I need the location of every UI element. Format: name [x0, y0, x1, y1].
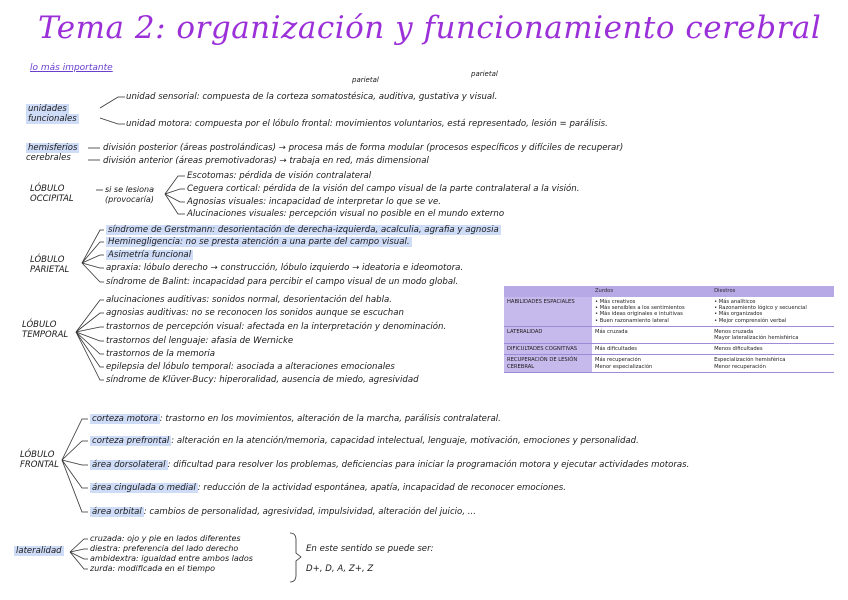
frontal-item-3-text: : dificultad para resolver los problemas, deficiencias para iniciar la programación motora y ejecutar actividades motoras.	[167, 460, 690, 470]
frontal-item-4-text: : reducción de la actividad espontánea, apatía, incapacidad de reconocer emociones.	[197, 483, 566, 493]
parietal-item-2-text: Heminegligencia: no se presta atención a una parte del campo visual.	[108, 237, 410, 247]
table-cell-line: • Más creativos	[595, 299, 636, 305]
lateralidad-item-1: cruzada: ojo y pie en lados diferentes	[90, 534, 241, 543]
table-cell-line: • Más sensibles a los sentimientos	[595, 305, 685, 312]
division-posterior: división posterior (áreas postrolándicas) → procesa más de forma modular (procesos específicos y difíciles de recuperar)	[103, 143, 624, 153]
parietal-item-3	[106, 250, 193, 260]
temporal-item-1: alucinaciones auditivas: sonidos normal, desorientación del habla.	[106, 295, 392, 305]
division-anterior: división anterior (áreas premotivadoras) → trabaja en red, más dimensional	[103, 156, 429, 166]
frontal-item-5-head: área orbital	[92, 507, 142, 517]
table-header-row	[504, 286, 834, 297]
frontal-item-1-head: corteza motora	[92, 414, 158, 424]
occipital-item-2: Ceguera cortical: pérdida de la visión del campo visual de la parte contralateral a la visión.	[187, 184, 580, 194]
frontal-label-line2: FRONTAL	[20, 460, 59, 470]
table-cell	[592, 297, 711, 326]
table-cell-line: Más recuperación	[595, 357, 641, 364]
frontal-item-5-text: : cambios de personalidad, agresividad, impulsividad, alteración del juicio, ...	[143, 507, 476, 517]
table-cell-line: Menor recuperación	[714, 363, 766, 370]
parietal-label	[30, 255, 69, 275]
table-row	[504, 297, 834, 326]
frontal-item-5	[90, 507, 476, 517]
temporal-item-2: agnosias auditivas: no se reconocen los sonidos aunque se escuchan	[106, 308, 404, 318]
temporal-label	[22, 320, 68, 340]
unidad-motora: unidad motora: compuesta por el lóbulo frontal: movimientos voluntarios, está representado, lesión = parálisis.	[126, 119, 608, 129]
table-cell	[592, 355, 711, 372]
table-row	[504, 326, 834, 343]
occipital-label	[30, 184, 74, 204]
hemisferios-label	[26, 143, 79, 163]
occipital-lesion-text: si se lesiona	[105, 185, 154, 194]
occipital-lesion-note	[105, 185, 154, 205]
table-cell	[592, 344, 711, 355]
table-cell-line: Más cruzada	[595, 328, 628, 335]
frontal-item-2-text: : alteración en la atención/memoria, capacidad intelectual, lenguaje, motivación, emociones y personalidad.	[171, 436, 639, 446]
subtitle: lo más importante	[30, 63, 113, 73]
frontal-item-3	[90, 460, 689, 470]
lateralidad-item-2: diestra: preferencia del lado derecho	[90, 544, 239, 553]
table-row	[504, 344, 834, 355]
parietal-label-line2: PARIETAL	[30, 265, 70, 275]
temporal-item-6: epilepsia del lóbulo temporal: asociada a alteraciones emocionales	[106, 362, 395, 372]
table-row-head: HABILIDADES ESPACIALES	[504, 297, 592, 326]
lateralidad-types: D+, D, A, Z+, Z	[306, 564, 374, 574]
table-cell	[592, 326, 711, 343]
temporal-item-3: trastornos de percepción visual: afectada en la interpretación y denominación.	[106, 322, 447, 332]
lateralidad-label	[14, 546, 64, 556]
lateralidad-note: En este sentido se puede ser:	[306, 544, 434, 554]
table-header-zurdos: Zurdos	[592, 286, 711, 297]
table-row-head: RECUPERACIÓN DE LESIÓN CEREBRAL	[504, 355, 592, 372]
parietal-item-2	[106, 237, 412, 247]
frontal-item-4-head: área cingulada o medial	[92, 483, 196, 493]
temporal-item-5: trastornos de la memoria	[106, 349, 216, 359]
annotation-parietal-2: parietal	[471, 70, 498, 78]
frontal-item-1-text: : trastorno en los movimientos, alteración de la marcha, parálisis contralateral.	[159, 414, 501, 424]
table-cell	[711, 355, 834, 372]
table-cell-line: Especialización hemisférica	[714, 357, 786, 364]
temporal-label-line1: LÓBULO	[22, 320, 57, 330]
lateralidad-item-3: ambidextra: igualdad entre ambos lados	[90, 554, 253, 563]
frontal-label	[20, 450, 59, 470]
table-cell-line: Menos cruzada	[714, 328, 754, 335]
table-cell	[711, 344, 834, 355]
occipital-item-4: Alucinaciones visuales: percepción visual no posible en el mundo externo	[187, 209, 505, 219]
table-cell-line: • Más analíticos	[714, 299, 756, 305]
temporal-item-7: síndrome de Klüver-Bucy: hiperoralidad, ausencia de miedo, agresividad	[106, 375, 419, 385]
lateralidad-item-4: zurda: modificada en el tiempo	[90, 564, 216, 573]
frontal-item-4	[90, 483, 566, 493]
occipital-label-line2: OCCIPITAL	[30, 194, 74, 204]
parietal-item-3-text: Asimetría funcional	[108, 250, 192, 260]
unidades-label-line1: unidades	[28, 104, 67, 114]
laterality-comparison-table	[504, 286, 834, 373]
table-cell	[711, 297, 834, 326]
parietal-item-4: apraxia: lóbulo derecho → construcción, lóbulo izquierdo → ideatoria e ideomotora.	[106, 263, 464, 273]
parietal-label-line1: LÓBULO	[30, 255, 65, 265]
table-cell-line: Mayor lateralización hemisférica	[714, 335, 799, 342]
occipital-item-1: Escotomas: pérdida de visión contralateral	[187, 171, 372, 181]
occipital-label-line1: LÓBULO	[30, 184, 65, 194]
table-cell-line: • Más ideas originales e intuitivas	[595, 311, 683, 318]
parietal-item-1-text: síndrome de Gerstmann: desorientación de derecha-izquierda, acalculia, agrafia y agnosia	[108, 225, 499, 235]
temporal-item-4: trastornos del lenguaje: afasia de Wernicke	[106, 336, 294, 346]
page-title: Tema 2: organización y funcionamiento cerebral	[38, 10, 822, 46]
annotation-parietal: parietal	[352, 76, 379, 84]
table-cell	[711, 326, 834, 343]
frontal-item-3-head: área dorsolateral	[92, 460, 166, 470]
hemisferios-label-line2: cerebrales	[26, 153, 71, 163]
table-header-diestros: Diestros	[711, 286, 834, 297]
table-header-cell-empty	[504, 286, 592, 297]
temporal-label-line2: TEMPORAL	[22, 330, 69, 340]
table-cell-line: • Buen razonamiento lateral	[595, 317, 669, 324]
lateralidad-label-text: lateralidad	[16, 546, 62, 556]
frontal-item-1	[90, 414, 501, 424]
occipital-lesion-text-2: (provocaría)	[105, 195, 154, 204]
table-cell-line: • Más organizados	[714, 311, 763, 318]
unidades-label-line2: funcionales	[28, 114, 77, 124]
unidades-label	[26, 104, 79, 124]
table-cell-line: • Mejor comprensión verbal	[714, 317, 787, 324]
frontal-item-2-head: corteza prefrontal	[92, 436, 170, 446]
occipital-item-3: Agnosias visuales: incapacidad de interpretar lo que se ve.	[187, 197, 441, 207]
parietal-item-5: síndrome de Balint: incapacidad para percibir el campo visual de un modo global.	[106, 277, 459, 287]
hemisferios-label-line1: hemisferios	[28, 143, 78, 153]
table-cell-line: Más dificultades	[595, 346, 637, 353]
frontal-item-2	[90, 436, 639, 446]
table-row	[504, 355, 834, 372]
unidad-sensorial: unidad sensorial: compuesta de la corteza somatostésica, auditiva, gustativa y visual.	[126, 92, 498, 102]
frontal-label-line1: LÓBULO	[20, 450, 55, 460]
table-row-head: DIFICULTADES COGNITIVAS	[504, 344, 592, 355]
table-cell-line: Menor especialización	[595, 363, 653, 370]
table-cell-line: • Razonamiento lógico y secuencial	[714, 305, 807, 312]
parietal-item-1	[106, 225, 501, 235]
table-row-head: LATERALIDAD	[504, 326, 592, 343]
table-cell-line: Menos dificultades	[714, 346, 763, 353]
